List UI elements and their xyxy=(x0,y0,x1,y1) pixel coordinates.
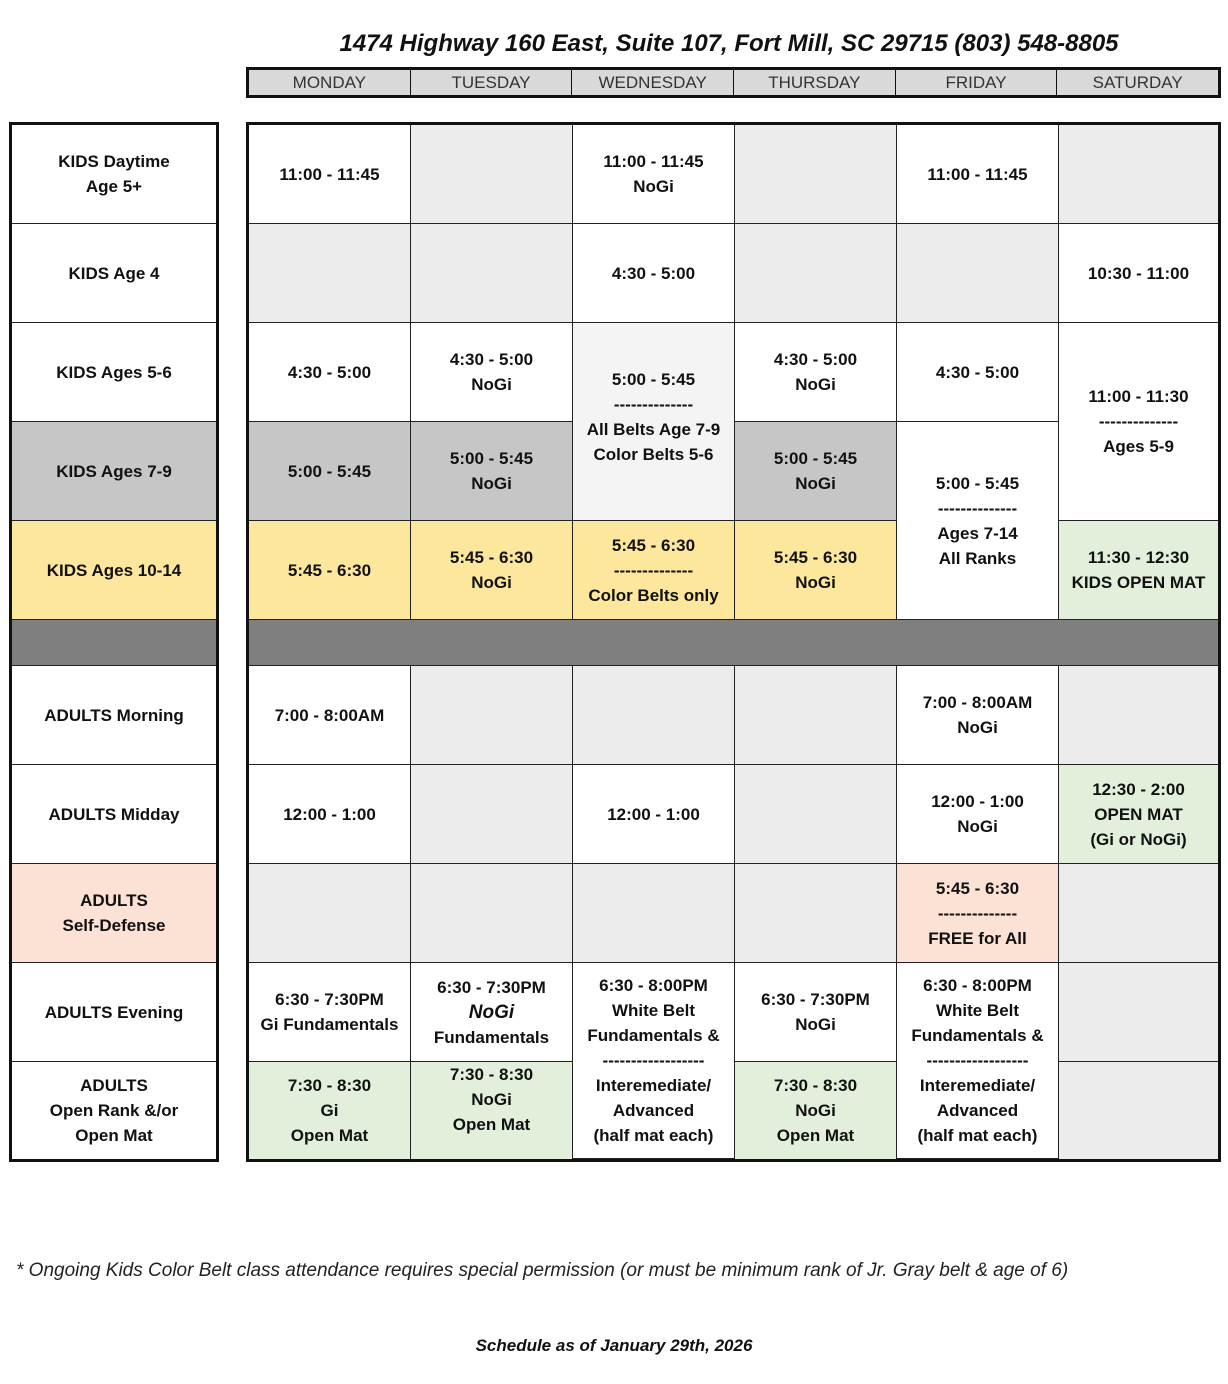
cell-midday-wednesday: 12:00 - 1:00 xyxy=(573,765,735,864)
label-kids-daytime: KIDS Daytime Age 5+ xyxy=(12,125,216,224)
cell-k79-monday: 5:00 - 5:45 xyxy=(249,422,411,521)
cell-empty xyxy=(573,864,735,963)
cell-empty xyxy=(735,224,897,323)
day-wednesday: WEDNESDAY xyxy=(572,70,734,95)
cell-empty xyxy=(735,864,897,963)
cell-k79-thursday: 5:00 - 5:45 NoGi xyxy=(735,422,897,521)
cell-evening-tuesday: 6:30 - 7:30PM NoGi Fundamentals xyxy=(411,963,573,1062)
cell-k1014-monday: 5:45 - 6:30 xyxy=(249,521,411,620)
day-thursday: THURSDAY xyxy=(734,70,896,95)
class-labels-column xyxy=(9,122,219,1162)
day-tuesday: TUESDAY xyxy=(411,70,573,95)
label-separator xyxy=(12,620,216,666)
cell-evening-wednesday: 6:30 - 8:00PM White Belt Fundamentals & ------------------ Interemediate/ Advanced (half mat each) xyxy=(573,963,735,1159)
cell-open-thursday: 7:30 - 8:30 NoGi Open Mat xyxy=(735,1062,897,1159)
schedule-grid xyxy=(246,122,1221,1162)
cell-evening-monday: 6:30 - 7:30PM Gi Fundamentals xyxy=(249,963,411,1062)
cell-midday-monday: 12:00 - 1:00 xyxy=(249,765,411,864)
cell-open-monday: 7:30 - 8:30 Gi Open Mat xyxy=(249,1062,411,1159)
cell-self-defense-friday: 5:45 - 6:30 -------------- FREE for All xyxy=(897,864,1059,963)
grid-separator xyxy=(249,620,1218,666)
cell-daytime-friday: 11:00 - 11:45 xyxy=(897,125,1059,224)
cell-empty xyxy=(735,765,897,864)
cell-k1014-wednesday: 5:45 - 6:30 -------------- Color Belts only xyxy=(573,521,735,620)
cell-empty xyxy=(1059,963,1218,1062)
cell-k1014-thursday: 5:45 - 6:30 NoGi xyxy=(735,521,897,620)
label-adults-evening: ADULTS Evening xyxy=(12,963,216,1062)
cell-evening-friday: 6:30 - 8:00PM White Belt Fundamentals & ------------------ Interemediate/ Advanced (half mat each) xyxy=(897,963,1059,1159)
cell-empty xyxy=(411,224,573,323)
label-adults-open-mat: ADULTS Open Rank &/or Open Mat xyxy=(12,1062,216,1159)
label-kids-10-14: KIDS Ages 10-14 xyxy=(12,521,216,620)
cell-k56-thursday: 4:30 - 5:00 NoGi xyxy=(735,323,897,422)
cell-k56-friday: 4:30 - 5:00 xyxy=(897,323,1059,422)
day-monday: MONDAY xyxy=(249,70,411,95)
cell-open-tuesday: 7:30 - 8:30 NoGi Open Mat xyxy=(411,1062,573,1159)
cell-empty xyxy=(735,666,897,765)
cell-empty xyxy=(1059,1062,1218,1159)
cell-age4-saturday: 10:30 - 11:00 xyxy=(1059,224,1218,323)
gym-address: 1474 Highway 160 East, Suite 107, Fort Mill, SC 29715 (803) 548-8805 xyxy=(339,30,1119,57)
label-adults-midday: ADULTS Midday xyxy=(12,765,216,864)
cell-empty xyxy=(411,666,573,765)
cell-empty xyxy=(249,224,411,323)
cell-morning-monday: 7:00 - 8:00AM xyxy=(249,666,411,765)
cell-empty xyxy=(1059,864,1218,963)
cell-empty xyxy=(411,765,573,864)
cell-k1014-saturday: 11:30 - 12:30 KIDS OPEN MAT xyxy=(1059,521,1218,620)
cell-empty xyxy=(573,666,735,765)
cell-k56-monday: 4:30 - 5:00 xyxy=(249,323,411,422)
cell-daytime-monday: 11:00 - 11:45 xyxy=(249,125,411,224)
day-header-row xyxy=(246,67,1221,98)
cell-k56-tuesday: 4:30 - 5:00 NoGi xyxy=(411,323,573,422)
cell-k79-k1014-friday: 5:00 - 5:45 -------------- Ages 7-14 All Ranks xyxy=(897,422,1059,620)
cell-age4-wednesday: 4:30 - 5:00 xyxy=(573,224,735,323)
label-adults-self-defense: ADULTS Self-Defense xyxy=(12,864,216,963)
cell-empty xyxy=(1059,125,1218,224)
cell-k56-k79-wednesday: 5:00 - 5:45 -------------- All Belts Age 7-9 Color Belts 5-6 xyxy=(573,323,735,521)
label-kids-5-6: KIDS Ages 5-6 xyxy=(12,323,216,422)
day-saturday: SATURDAY xyxy=(1092,73,1183,92)
cell-empty xyxy=(1059,666,1218,765)
cell-k1014-tuesday: 5:45 - 6:30 NoGi xyxy=(411,521,573,620)
day-friday: FRIDAY xyxy=(896,70,1058,95)
cell-empty xyxy=(411,864,573,963)
cell-empty xyxy=(897,224,1059,323)
cell-evening-thursday: 6:30 - 7:30PM NoGi xyxy=(735,963,897,1062)
cell-k79-tuesday: 5:00 - 5:45 NoGi xyxy=(411,422,573,521)
cell-midday-saturday: 12:30 - 2:00 OPEN MAT (Gi or NoGi) xyxy=(1059,765,1218,864)
cell-daytime-wednesday: 11:00 - 11:45 NoGi xyxy=(573,125,735,224)
cell-midday-friday: 12:00 - 1:00 NoGi xyxy=(897,765,1059,864)
label-kids-7-9: KIDS Ages 7-9 xyxy=(12,422,216,521)
cell-kids-saturday: 11:00 - 11:30 -------------- Ages 5-9 xyxy=(1059,323,1218,521)
cell-empty xyxy=(735,125,897,224)
footnote: * Ongoing Kids Color Belt class attendance requires special permission (or must be minimum rank of Jr. Gray belt & age of 6) xyxy=(16,1260,1069,1281)
cell-morning-friday: 7:00 - 8:00AM NoGi xyxy=(897,666,1059,765)
label-adults-morning: ADULTS Morning xyxy=(12,666,216,765)
cell-empty xyxy=(249,864,411,963)
cell-empty xyxy=(411,125,573,224)
schedule-date: Schedule as of January 29th, 2026 xyxy=(475,1336,753,1355)
label-kids-age4: KIDS Age 4 xyxy=(12,224,216,323)
